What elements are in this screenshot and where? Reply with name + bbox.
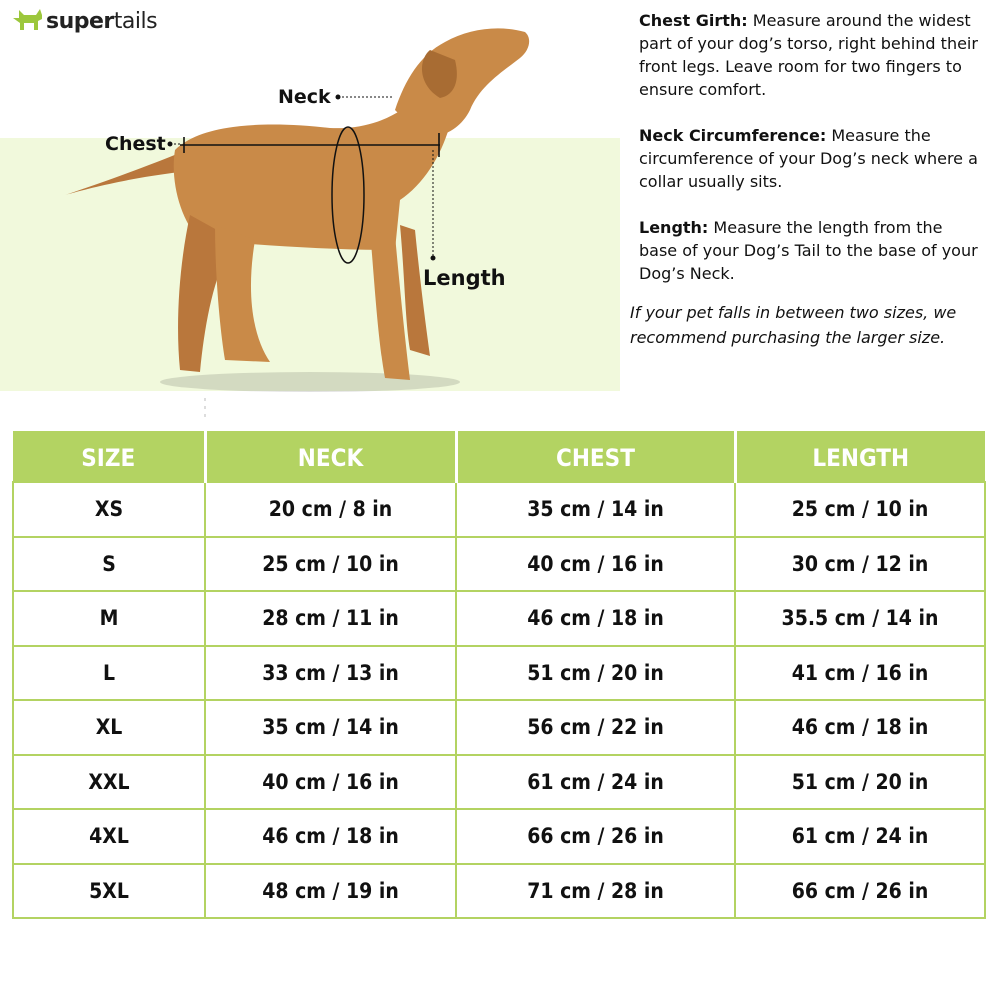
cell-neck: 35 cm / 14 in	[205, 700, 456, 755]
size-chart-table	[12, 431, 986, 919]
table-row	[13, 482, 985, 537]
cell-chest: 35 cm / 14 in	[456, 482, 735, 537]
cell-chest: 61 cm / 24 in	[456, 755, 735, 810]
cell-size: S	[13, 537, 205, 592]
table-row	[13, 864, 985, 919]
cell-size: XL	[13, 700, 205, 755]
table-row	[13, 755, 985, 810]
cell-chest: 71 cm / 28 in	[456, 864, 735, 919]
cell-size: 5XL	[13, 864, 205, 919]
size-advice-note: If your pet falls in between two sizes, we recommend purchasing the larger size.	[630, 303, 957, 347]
header-chest: CHEST	[456, 431, 735, 482]
cell-chest: 40 cm / 16 in	[456, 537, 735, 592]
cell-chest: 56 cm / 22 in	[456, 700, 735, 755]
table-row	[13, 809, 985, 864]
cell-size: L	[13, 646, 205, 701]
chest-girth-instruction: Chest Girth: Measure around the widest part of your dog’s torso, right behind their front legs. Leave room for two fingers to ensure comfort.	[639, 11, 978, 99]
cell-length: 46 cm / 18 in	[735, 700, 985, 755]
neck-circumference-instruction: Neck Circumference: Measure the circumference of your Dog’s neck where a collar usually sits.	[639, 126, 978, 191]
cell-length: 35.5 cm / 14 in	[735, 591, 985, 646]
brand-name: supertails	[46, 8, 158, 34]
cell-length: 25 cm / 10 in	[735, 482, 985, 537]
cell-size: XS	[13, 482, 205, 537]
table-row	[13, 646, 985, 701]
length-label: Length	[423, 266, 506, 290]
cell-neck: 33 cm / 13 in	[205, 646, 456, 701]
cell-chest: 66 cm / 26 in	[456, 809, 735, 864]
cell-length: 51 cm / 20 in	[735, 755, 985, 810]
cell-length: 66 cm / 26 in	[735, 864, 985, 919]
length-instruction: Length: Measure the length from the base of your Dog’s Tail to the base of your Dog’s Neck.	[639, 218, 978, 283]
neck-label: Neck	[278, 86, 331, 108]
cell-neck: 40 cm / 16 in	[205, 755, 456, 810]
cell-size: M	[13, 591, 205, 646]
dog-illustration	[0, 0, 620, 420]
header-neck: NECK	[205, 431, 456, 482]
cell-length: 30 cm / 12 in	[735, 537, 985, 592]
cell-neck: 20 cm / 8 in	[205, 482, 456, 537]
cell-neck: 48 cm / 19 in	[205, 864, 456, 919]
cell-chest: 46 cm / 18 in	[456, 591, 735, 646]
measurement-instructions	[639, 9, 979, 308]
cell-size: 4XL	[13, 809, 205, 864]
header-size: SIZE	[13, 431, 205, 482]
cell-neck: 25 cm / 10 in	[205, 537, 456, 592]
cell-length: 41 cm / 16 in	[735, 646, 985, 701]
table-row	[13, 537, 985, 592]
cell-length: 61 cm / 24 in	[735, 809, 985, 864]
cell-neck: 28 cm / 11 in	[205, 591, 456, 646]
table-row	[13, 700, 985, 755]
table-header-row	[13, 431, 985, 482]
chest-label: Chest	[105, 133, 166, 155]
cell-neck: 46 cm / 18 in	[205, 809, 456, 864]
table-row	[13, 591, 985, 646]
cell-size: XXL	[13, 755, 205, 810]
cell-chest: 51 cm / 20 in	[456, 646, 735, 701]
header-length: LENGTH	[735, 431, 985, 482]
